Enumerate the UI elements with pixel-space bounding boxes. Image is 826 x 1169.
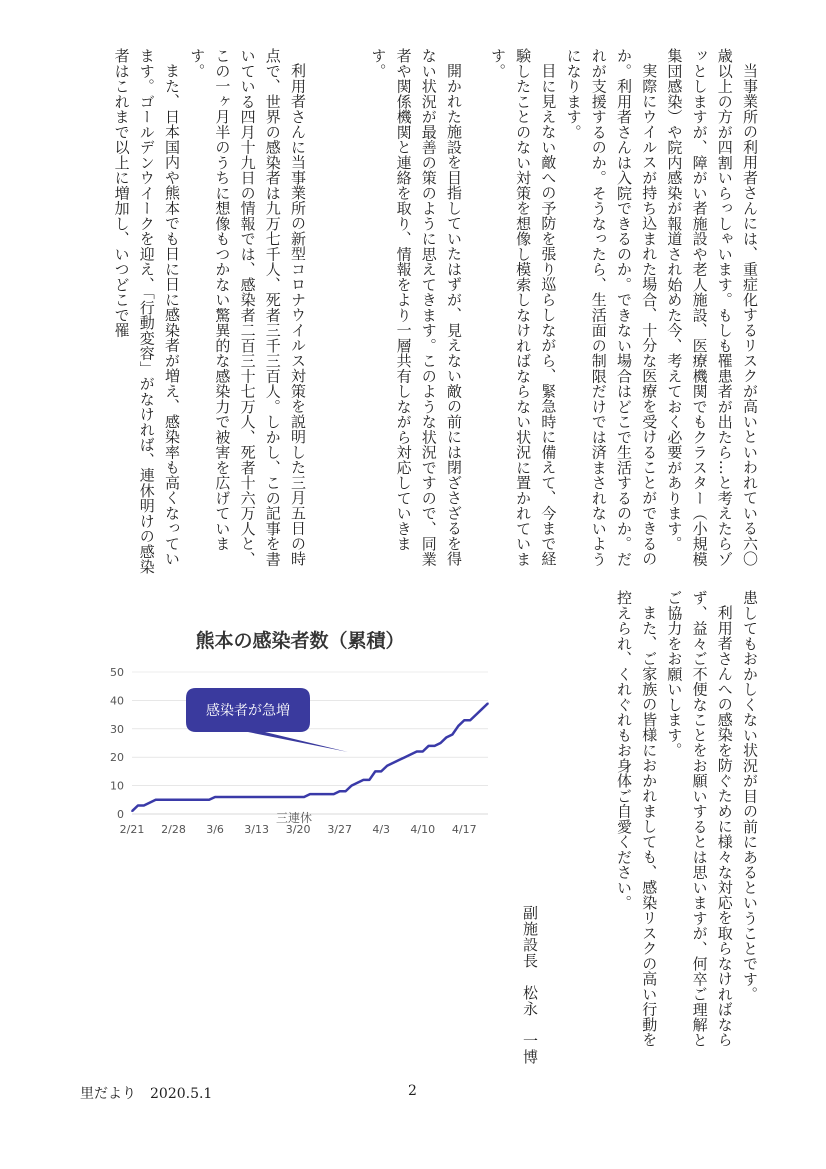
article-column-top-right	[462, 48, 762, 580]
infection-chart	[100, 612, 500, 852]
data-point	[149, 802, 151, 804]
x-tick-label: 4/3	[372, 823, 391, 836]
data-point	[285, 796, 287, 798]
data-point	[422, 751, 424, 753]
paragraph: また、日本国内や熊本でも日に日に感染者が増え、感染率も高くなっています。ゴールデンウイークを迎え、「行動変容」がなければ、連休明けの感染者はこれまで以上に増加し、いつどこで罹	[112, 48, 181, 575]
data-point	[469, 719, 471, 721]
data-point	[428, 745, 430, 747]
data-point	[315, 793, 317, 795]
data-point	[369, 779, 371, 781]
data-point	[392, 762, 394, 764]
data-point	[202, 799, 204, 801]
data-point	[173, 799, 175, 801]
data-point	[434, 745, 436, 747]
data-point	[463, 719, 465, 721]
y-tick-label: 10	[110, 779, 124, 793]
data-point	[208, 799, 210, 801]
data-point	[256, 796, 258, 798]
paragraph: 開かれた施設を目指していたはずが、見えない敵の前には閉ざさざるを得ない状況が最善の策のように思えてきます。このような状況ですので、同業者や関係機関と連絡を取り、情報をより一層共有しながら対応していきます。	[369, 48, 463, 567]
y-tick-label: 30	[110, 722, 124, 736]
data-point	[280, 796, 282, 798]
data-point	[185, 799, 187, 801]
holiday-annotation: 三連休	[275, 811, 313, 825]
data-point	[214, 796, 216, 798]
data-point	[161, 799, 163, 801]
x-tick-label: 3/13	[244, 823, 269, 836]
paragraph: また、ご家族の皆様におかれましても、感染リスクの高い行動を控えられ、くれぐれもお身体ご自愛ください。	[614, 590, 659, 1048]
data-point	[191, 799, 193, 801]
data-point	[380, 771, 382, 773]
data-point	[333, 793, 335, 795]
data-point	[291, 796, 293, 798]
paragraph: 患してもおかしくない状況が目の前にあるということです。	[741, 590, 759, 1002]
data-point	[410, 754, 412, 756]
data-point	[416, 751, 418, 753]
x-tick-label: 3/20	[285, 823, 311, 836]
data-point	[321, 793, 323, 795]
x-tick-label: 2/28	[161, 823, 186, 836]
data-point	[339, 790, 341, 792]
data-point	[481, 708, 483, 710]
data-point	[131, 810, 133, 812]
data-point	[309, 793, 311, 795]
article-column-top-middle	[321, 48, 466, 580]
data-point	[374, 771, 376, 773]
signature: 副施設長 松永 一博	[521, 905, 539, 1065]
data-point	[179, 799, 181, 801]
article-column-bottom-right	[502, 590, 762, 1050]
footer-newsletter-title: 里だより 2020.5.1	[80, 1086, 213, 1102]
data-point	[155, 799, 157, 801]
data-point	[226, 796, 228, 798]
data-point	[398, 759, 400, 761]
data-point	[196, 799, 198, 801]
data-point	[232, 796, 234, 798]
callout-label: 感染者が急増	[206, 703, 290, 719]
x-tick-label: 2/21	[119, 823, 145, 836]
y-tick-label: 50	[110, 666, 124, 679]
data-point	[446, 737, 448, 739]
paragraph: 利用者さんへの感染を防ぐために様々な対応を取らなければならず、益々ご不便なことをお願いするとは思いますが、何卒ご理解とご協力をお願いします。	[665, 590, 734, 1048]
y-tick-label: 40	[110, 694, 124, 708]
data-point	[220, 796, 222, 798]
data-point	[262, 796, 264, 798]
data-point	[238, 796, 240, 798]
paragraph: 利用者さんに当事業所の新型コロナウイルス対策を説明した三月五日の時点で、世界の感染者は九万七千人、死者三千三百人。しかし、この記事を書いている四月十九日の情報では、感染者二百三十七万人、死者十六万人と、この一ヶ月半のうちに想像もつかない驚異的な感染力で被害を広げています。	[188, 48, 307, 567]
data-point	[404, 756, 406, 758]
callout-bubble	[186, 688, 348, 752]
paragraph: 実際にウイルスが持ち込まれた場合、十分な医療を受けることができるのか。利用者さんは入院できるのか。できない場合はどこで生活するのか。だれが支援するのか。そうなったら、生活面の制限だけでは済まされないようになります。	[564, 48, 659, 567]
page-number: 2	[408, 1083, 417, 1099]
data-point	[351, 785, 353, 787]
data-point	[487, 702, 489, 704]
data-point	[167, 799, 169, 801]
y-tick-label: 20	[110, 751, 124, 765]
data-point	[357, 782, 359, 784]
data-point	[452, 734, 454, 736]
data-point	[250, 796, 252, 798]
data-point	[345, 790, 347, 792]
data-point	[363, 779, 365, 781]
data-point	[143, 805, 145, 807]
article-column-top-left	[20, 48, 310, 580]
data-point	[244, 796, 246, 798]
data-point	[386, 765, 388, 767]
data-point	[327, 793, 329, 795]
chart-title: 熊本の感染者数（累積）	[195, 630, 405, 652]
paragraph: 目に見えない敵への予防を張り巡らしながら、緊急時に備えて、今まで経験したことのない対策を想像し模索しなければならない状況に置かれています。	[488, 48, 558, 567]
x-tick-label: 3/27	[327, 823, 353, 836]
x-tick-label: 3/6	[206, 823, 224, 836]
data-point	[268, 796, 270, 798]
data-point	[475, 714, 477, 716]
paragraph: 当事業所の利用者さんには、重症化するリスクが高いといわれている六〇歳以上の方が四割いらっしゃいます。もしも罹患者が出たら…と考えたらゾッとしますが、障がい者施設や老人施設、医療機関でもクラスター（小規模集団感染）や院内感染が報道され始めた今、考えておく必要があります。	[665, 48, 759, 567]
x-tick-label: 4/10	[410, 823, 436, 836]
data-point	[137, 805, 139, 807]
data-point	[303, 796, 305, 798]
y-tick-label: 0	[117, 808, 124, 821]
data-point	[440, 742, 442, 744]
x-tick-label: 4/17	[451, 823, 477, 836]
data-point	[274, 796, 276, 798]
data-point	[297, 796, 299, 798]
data-point	[458, 725, 460, 727]
